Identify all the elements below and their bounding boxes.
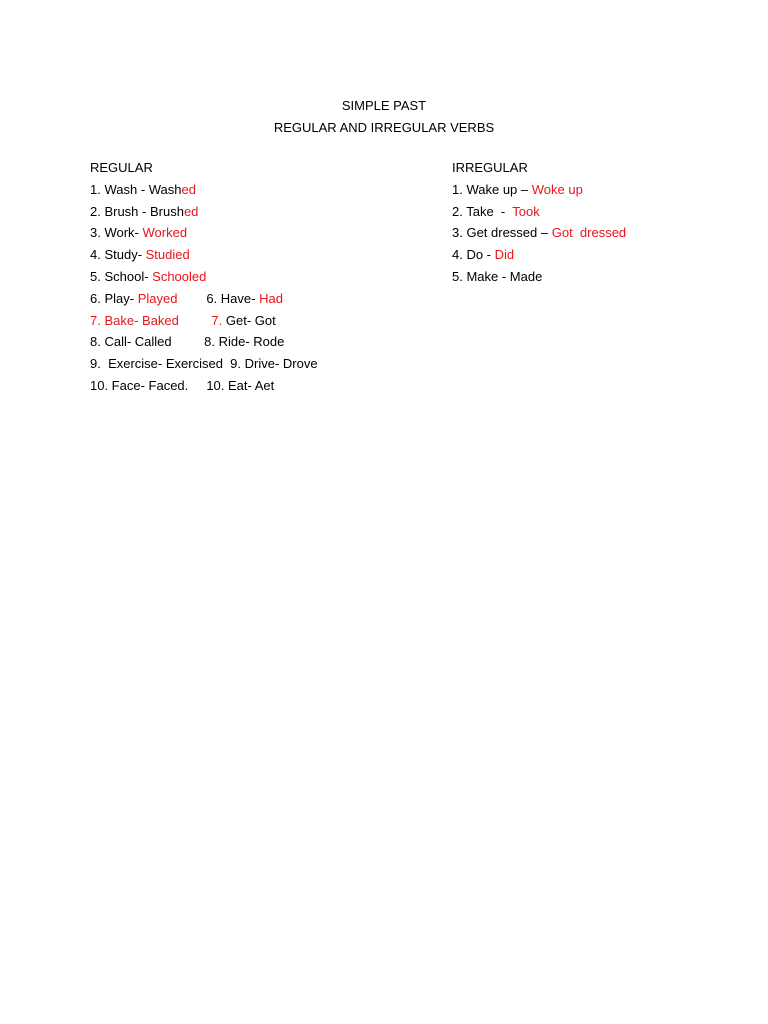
past-form-text: Got dressed [551,225,627,241]
past-form-text: Schooled [152,268,207,284]
verb-text: 8. Call- Called 8. Ride- Rode [90,334,285,350]
regular-verb-item [90,375,390,397]
past-form-text: Took [512,203,540,219]
verb-text: 2. Brush - Brush [90,203,184,219]
title-block [0,95,768,139]
past-form-text: Worked [142,225,188,241]
irregular-verb-item [452,244,712,266]
irregular-heading: IRREGULAR [452,160,528,175]
verb-text: 1. Wash - Wash [90,181,182,197]
past-form-text: Woke up [531,181,583,197]
regular-heading: REGULAR [90,160,153,175]
past-form-text: ed [181,181,196,197]
irregular-verb-item [452,179,712,201]
verb-text: 5. School- [90,268,153,284]
verb-text: 2. Take - [452,203,513,219]
regular-verb-item [90,353,390,375]
verb-text: 1. Wake up – [452,181,532,197]
verb-text: 9. Exercise- Exercised 9. Drive- Drove [90,356,318,372]
irregular-verb-item [452,201,712,223]
verb-text: 4. Do - [452,247,495,263]
verb-text: 10. Face- Faced. 10. Eat- Aet [90,377,275,393]
regular-verb-list [90,179,390,397]
past-form-text: Had [259,290,283,306]
regular-verb-item [90,179,390,201]
past-form-text: 7. [178,312,223,328]
verb-text: 6. Play- [90,290,138,306]
regular-verb-item [90,331,390,353]
verb-text: 5. Make - Made [452,268,543,284]
verb-text: 6. Have- [177,290,260,306]
document-subtitle: REGULAR AND IRREGULAR VERBS [273,120,495,135]
verb-text: 3. Get dressed – [452,225,552,241]
irregular-verb-list [452,179,712,288]
regular-verb-item [90,244,390,266]
past-form-text: ed [183,203,199,219]
past-form-text: 7. Bake- Baked [90,312,179,328]
verb-text: Get- Got [222,312,276,328]
regular-verb-item [90,201,390,223]
irregular-verb-item [452,266,712,288]
regular-verb-item [90,288,390,310]
irregular-verb-item [452,222,712,244]
past-form-text: Played [137,290,178,306]
regular-verbs-column [90,157,390,397]
past-form-text: Studied [145,247,190,263]
document-title: SIMPLE PAST [341,98,427,113]
verb-text: 4. Study- [90,247,146,263]
regular-verb-item [90,266,390,288]
irregular-verbs-column [452,157,712,288]
verb-text: 3. Work- [90,225,143,241]
regular-verb-item [90,310,390,332]
regular-verb-item [90,222,390,244]
past-form-text: Did [494,247,515,263]
